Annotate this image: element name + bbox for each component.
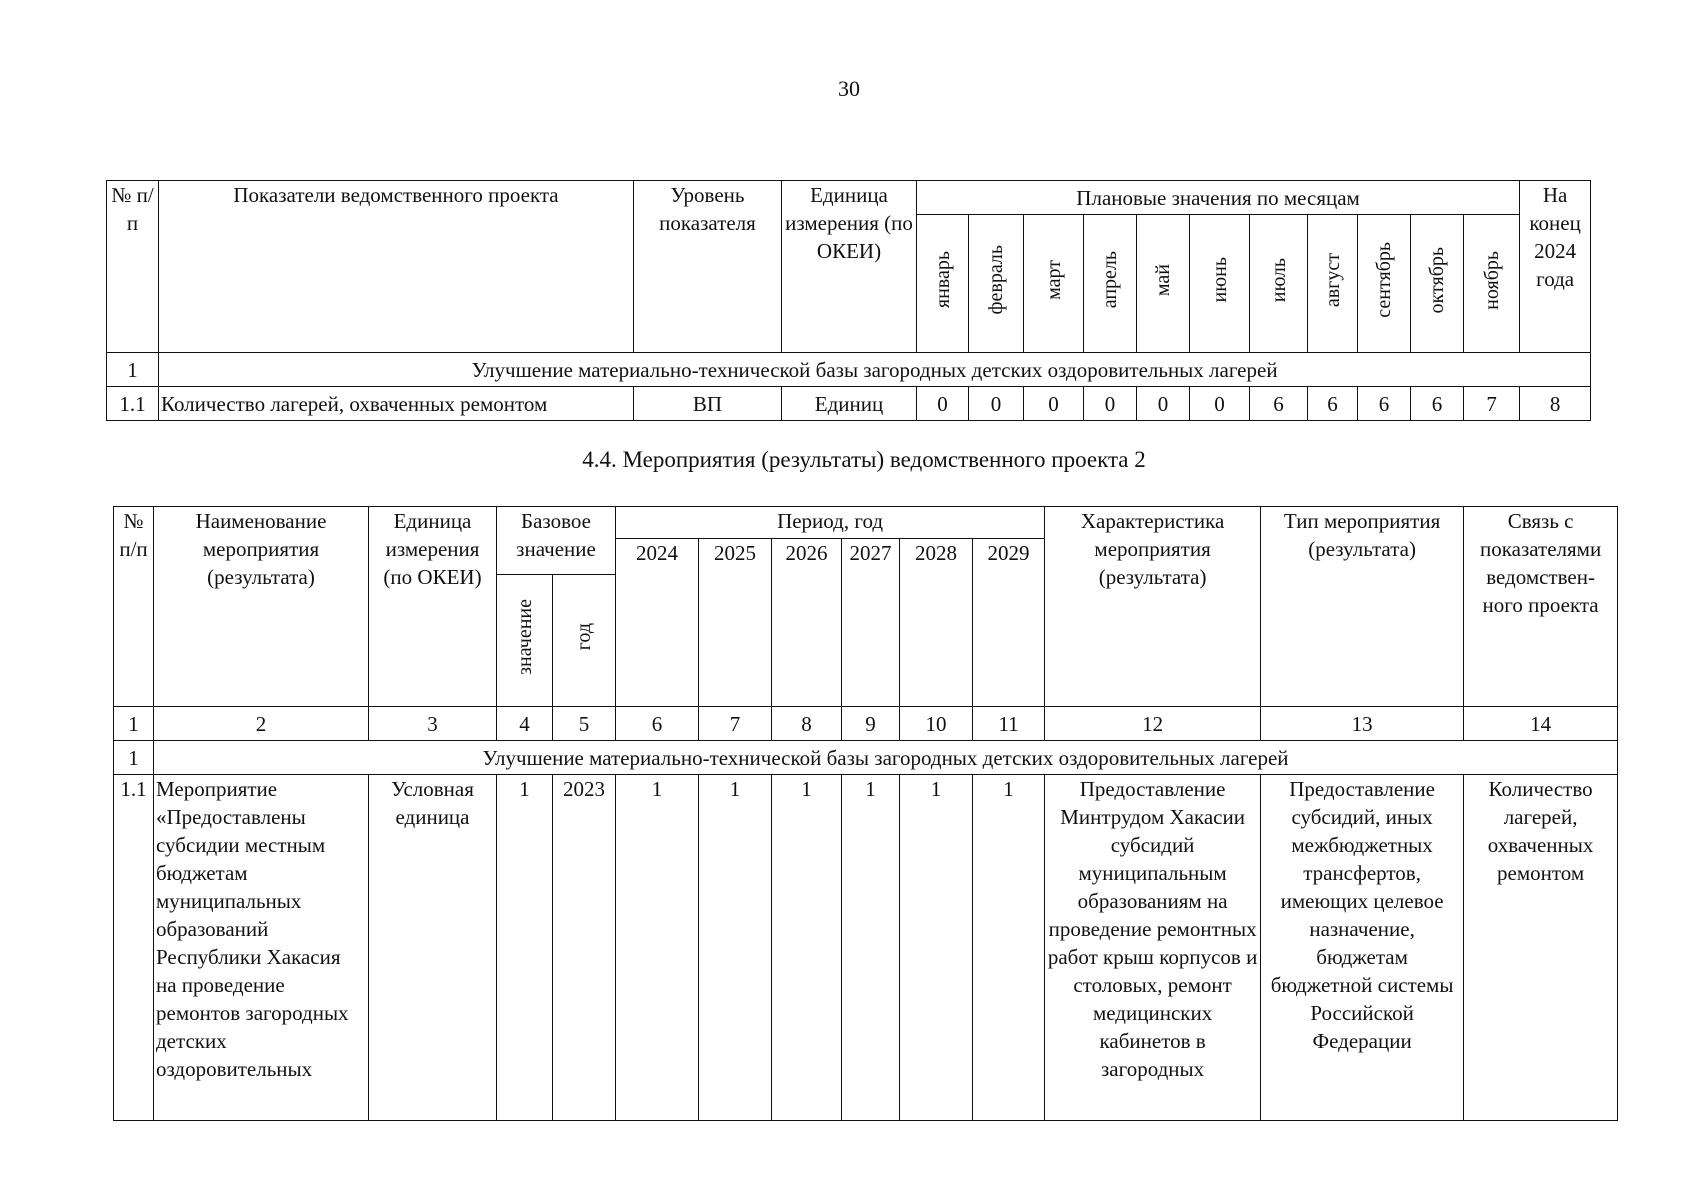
t1-value-3: 0 — [1024, 387, 1084, 421]
t1-month-11: ноябрь — [1480, 250, 1503, 310]
t2-row-value-2028: 1 — [900, 775, 973, 1121]
t2-row-value-2026: 1 — [772, 775, 842, 1121]
t1-month-2: февраль — [985, 245, 1007, 315]
t2-colnum-4: 4 — [497, 707, 553, 741]
t1-header-num: № п/п — [107, 181, 159, 353]
t1-month-7: июль — [1267, 257, 1290, 303]
t2-header-num: № п/п — [114, 507, 154, 707]
section-title: 4.4. Мероприятия (результаты) ведомственного проекта 2 — [582, 447, 1146, 472]
t2-year-2026: 2026 — [772, 539, 842, 707]
page-number: 30 — [838, 76, 860, 101]
t1-row-name: Количество лагерей, охваченных ремонтом — [159, 387, 634, 421]
t2-year-2027: 2027 — [842, 539, 900, 707]
t2-header-name: Наименование мероприятия (результата) — [154, 507, 369, 707]
t2-row-num: 1.1 — [114, 775, 154, 1121]
t2-row-value-2024: 1 — [616, 775, 699, 1121]
t1-row-num: 1.1 — [107, 387, 159, 421]
t1-value-end: 8 — [1520, 387, 1591, 421]
t1-month-9: сентябрь — [1373, 242, 1395, 318]
t2-year-2025: 2025 — [699, 539, 772, 707]
indicators-table — [106, 180, 1591, 421]
t1-value-11: 7 — [1464, 387, 1520, 421]
t2-year-2028: 2028 — [900, 539, 973, 707]
t2-row-type: Предоставление субсидий, иных межбюджетных трансфертов, имеющих целевое назначение, бюджетам бюджетной системы Российской Федерации — [1261, 775, 1464, 1121]
t2-row-value-2025: 1 — [699, 775, 772, 1121]
t2-colnum-5: 5 — [553, 707, 616, 741]
t1-header-end: На конец 2024 года — [1520, 181, 1591, 353]
t2-colnum-9: 9 — [842, 707, 900, 741]
t2-row-base-year: 2023 — [553, 775, 616, 1121]
t2-row-link: Количество лагерей, охваченных ремонтом — [1464, 775, 1618, 1121]
t1-month-1: январь — [931, 251, 954, 309]
t2-row-value-2029: 1 — [973, 775, 1045, 1121]
t2-header-link: Связь с показателями ведомствен-ного проекта — [1464, 507, 1618, 707]
t1-section-num: 1 — [107, 353, 159, 387]
t2-colnum-6: 6 — [616, 707, 699, 741]
t1-header-monthly: Плановые значения по месяцам — [917, 181, 1520, 215]
t2-year-2024: 2024 — [616, 539, 699, 707]
t2-section-title: Улучшение материально-технической базы загородных детских оздоровительных лагерей — [154, 741, 1618, 775]
t2-header-period: Период, год — [616, 507, 1045, 539]
t2-colnum-2: 2 — [154, 707, 369, 741]
t1-section-title: Улучшение материально-технической базы загородных детских оздоровительных лагерей — [159, 353, 1591, 387]
t2-header-base: Базовое значение — [497, 507, 616, 575]
t2-header-base-value: значение — [513, 599, 536, 675]
t1-month-6: июнь — [1208, 257, 1231, 303]
t2-row-unit: Условная единица — [369, 775, 497, 1121]
t2-row-name: Мероприятие «Предоставлены субсидии местным бюджетам муниципальных образований Республики Хакасия на проведение ремонтов загородных детских оздоровительных — [154, 775, 369, 1121]
table-row — [107, 387, 1591, 421]
t2-header-unit: Единица измерения (по ОКЕИ) — [369, 507, 497, 707]
t2-row-base-value: 1 — [497, 775, 553, 1121]
t2-colnum-8: 8 — [772, 707, 842, 741]
t2-colnum-1: 1 — [114, 707, 154, 741]
activities-table — [113, 506, 1618, 1121]
t1-row-level: ВП — [634, 387, 782, 421]
t2-colnum-10: 10 — [900, 707, 973, 741]
t2-row-value-2027: 1 — [842, 775, 900, 1121]
t1-value-8: 6 — [1308, 387, 1358, 421]
t1-month-8: август — [1321, 252, 1344, 308]
t1-value-6: 0 — [1190, 387, 1250, 421]
t1-value-10: 6 — [1411, 387, 1464, 421]
t1-value-5: 0 — [1137, 387, 1190, 421]
t1-month-4: апрель — [1099, 251, 1121, 309]
t1-header-level: Уровень показателя — [634, 181, 782, 353]
t2-section-num: 1 — [114, 741, 154, 775]
t2-colnum-13: 13 — [1261, 707, 1464, 741]
t2-header-type: Тип мероприятия (результата) — [1261, 507, 1464, 707]
t2-header-base-year: год — [573, 623, 595, 651]
t1-value-4: 0 — [1084, 387, 1137, 421]
t1-value-1: 0 — [917, 387, 969, 421]
t1-header-indicator: Показатели ведомственного проекта — [159, 181, 634, 353]
t1-value-2: 0 — [969, 387, 1024, 421]
t2-colnum-14: 14 — [1464, 707, 1618, 741]
t1-row-unit: Единиц — [782, 387, 917, 421]
t2-colnum-11: 11 — [973, 707, 1045, 741]
t2-colnum-7: 7 — [699, 707, 772, 741]
t1-value-7: 6 — [1250, 387, 1308, 421]
t1-month-3: март — [1042, 260, 1065, 300]
t2-colnum-12: 12 — [1045, 707, 1261, 741]
column-numbers-row — [114, 707, 1618, 741]
t2-row-characteristic: Предоставление Минтрудом Хакасии субсидий муниципальным образованиям на проведение ремонтных работ крыш корпусов и столовых, ремонт медицинских кабинетов в загородных — [1045, 775, 1261, 1121]
table-row — [114, 775, 1618, 1121]
t2-colnum-3: 3 — [369, 707, 497, 741]
t2-year-2029: 2029 — [973, 539, 1045, 707]
t1-month-5: май — [1152, 263, 1174, 297]
t1-month-10: октябрь — [1426, 246, 1448, 314]
t2-header-characteristic: Характеристика мероприятия (результата) — [1045, 507, 1261, 707]
t1-header-unit: Единица измерения (по ОКЕИ) — [782, 181, 917, 353]
t1-value-9: 6 — [1358, 387, 1411, 421]
